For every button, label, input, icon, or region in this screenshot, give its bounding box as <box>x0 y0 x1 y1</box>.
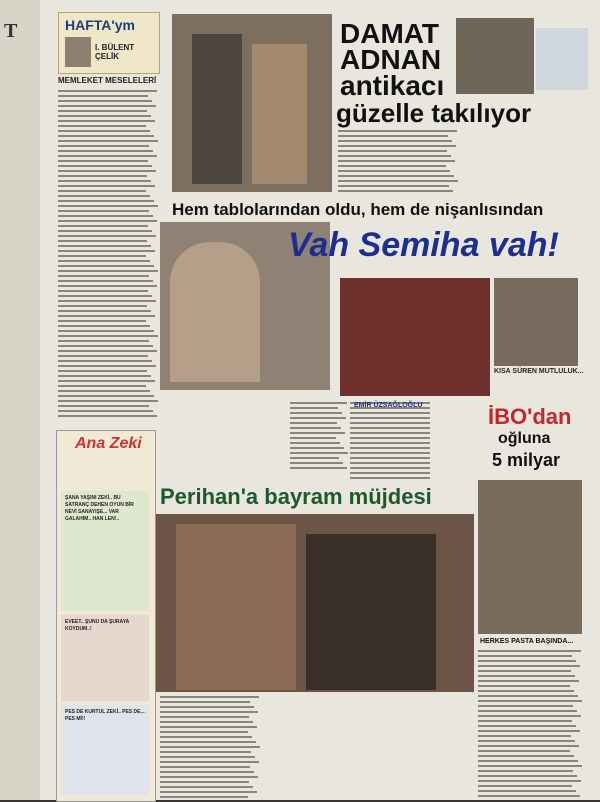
story1-photo <box>172 14 332 192</box>
text-line <box>478 660 576 662</box>
text-line <box>58 285 157 287</box>
text-line <box>350 422 430 424</box>
text-line <box>58 225 148 227</box>
story4-headline-b: oğluna <box>498 430 551 447</box>
text-line <box>160 726 257 728</box>
text-line <box>350 467 430 469</box>
text-line <box>58 205 158 207</box>
text-line <box>58 270 158 272</box>
cartoon-strip <box>56 430 156 802</box>
text-line <box>338 135 448 137</box>
story2-caption-title: KISA SÜREN MUTLULUK... <box>494 368 584 375</box>
text-line <box>338 140 452 142</box>
text-line <box>478 735 571 737</box>
text-line <box>350 452 430 454</box>
text-line <box>160 696 259 698</box>
text-line <box>338 175 454 177</box>
text-line <box>290 467 347 469</box>
text-line <box>58 265 154 267</box>
text-line <box>350 457 430 459</box>
text-line <box>58 395 154 397</box>
text-line <box>58 140 158 142</box>
text-line <box>58 310 151 312</box>
story1-headline-a: DAMAT <box>340 18 440 49</box>
text-line <box>478 670 571 672</box>
text-line <box>338 170 450 172</box>
text-line <box>290 452 348 454</box>
text-line <box>478 710 577 712</box>
text-line <box>478 705 573 707</box>
text-line <box>58 360 152 362</box>
story1-inset-photo <box>456 18 534 94</box>
text-line <box>160 751 251 753</box>
text-line <box>58 365 156 367</box>
text-line <box>58 255 146 257</box>
story2-kicker: Hem tablolarından oldu, hem de nişanlısından <box>172 200 544 219</box>
story2-figure-woman <box>170 242 260 382</box>
text-line <box>478 765 582 767</box>
text-line <box>58 305 147 307</box>
story4-body-text <box>478 648 586 798</box>
cartoon-title: Ana Zeki <box>75 435 142 452</box>
text-line <box>290 417 346 419</box>
cartoon-bubble-2: EVEET.. ŞUNU DA ŞURAYA KOYDUM..! <box>65 619 129 632</box>
text-line <box>160 741 256 743</box>
story3-headline: Perihan'a bayram müjdesi <box>160 484 432 509</box>
text-line <box>58 325 150 327</box>
text-line <box>58 375 151 377</box>
text-line <box>58 290 148 292</box>
text-line <box>58 380 155 382</box>
byline: EMİR ÜZSAĞLOĞLU <box>354 402 423 409</box>
text-line <box>478 665 580 667</box>
text-line <box>478 760 578 762</box>
text-line <box>160 736 252 738</box>
text-line <box>338 130 457 132</box>
text-line <box>350 427 430 429</box>
text-line <box>338 160 455 162</box>
story2-photo-group <box>340 278 490 396</box>
text-line <box>478 655 572 657</box>
text-line <box>160 791 257 793</box>
text-line <box>338 145 456 147</box>
story3-figure-woman <box>306 534 436 690</box>
text-line <box>58 260 150 262</box>
text-line <box>58 105 156 107</box>
text-line <box>58 230 152 232</box>
text-line <box>160 731 248 733</box>
text-line <box>290 442 340 444</box>
text-line <box>58 280 153 282</box>
text-line <box>290 402 347 404</box>
text-line <box>478 745 579 747</box>
text-line <box>290 432 345 434</box>
text-line <box>58 295 152 297</box>
text-line <box>58 390 150 392</box>
text-line <box>160 766 250 768</box>
text-line <box>478 650 581 652</box>
text-line <box>58 245 151 247</box>
text-line <box>350 442 430 444</box>
text-line <box>478 730 580 732</box>
text-line <box>58 220 157 222</box>
text-line <box>478 680 579 682</box>
text-line <box>58 235 156 237</box>
text-line <box>58 195 150 197</box>
text-line <box>478 750 570 752</box>
text-line <box>58 115 151 117</box>
text-line <box>58 100 152 102</box>
text-line <box>478 725 576 727</box>
text-line <box>290 447 344 449</box>
text-line <box>338 180 458 182</box>
story4-headline-c: 5 milyar <box>492 450 561 470</box>
text-line <box>58 120 155 122</box>
text-line <box>478 780 581 782</box>
story1-body-text <box>338 128 588 194</box>
text-line <box>478 675 575 677</box>
text-line <box>478 720 572 722</box>
text-line <box>478 795 580 797</box>
story1-figure-woman <box>252 44 307 184</box>
text-line <box>58 320 146 322</box>
text-line <box>58 215 153 217</box>
text-line <box>58 200 154 202</box>
text-line <box>350 472 430 474</box>
text-line <box>58 315 155 317</box>
story4-caption-title: HERKES PASTA BAŞINDA... <box>480 638 574 645</box>
text-line <box>478 740 575 742</box>
text-line <box>478 775 577 777</box>
text-line <box>58 95 148 97</box>
text-line <box>160 706 254 708</box>
text-line <box>478 690 574 692</box>
left-page-edge <box>0 0 40 800</box>
story1-inset-caption-box <box>536 28 588 90</box>
story2-body-text-b <box>350 400 430 480</box>
cartoon-panel-2 <box>61 615 149 701</box>
text-line <box>58 170 156 172</box>
text-line <box>478 715 581 717</box>
text-line <box>58 150 153 152</box>
text-line <box>160 711 258 713</box>
text-line <box>338 185 449 187</box>
column-header <box>58 12 160 74</box>
text-line <box>58 275 149 277</box>
text-line <box>290 462 343 464</box>
text-line <box>58 155 157 157</box>
text-line <box>58 130 150 132</box>
text-line <box>290 422 337 424</box>
story3-figure-man <box>176 524 296 690</box>
column-body-text <box>58 88 160 418</box>
text-line <box>58 190 146 192</box>
cartoon-panel-1 <box>61 491 149 611</box>
text-line <box>58 180 151 182</box>
text-line <box>478 685 570 687</box>
text-line <box>478 700 582 702</box>
text-line <box>58 405 149 407</box>
text-line <box>338 155 451 157</box>
text-line <box>160 771 254 773</box>
text-line <box>58 160 148 162</box>
story4-headline-a: İBO'dan <box>488 404 572 429</box>
text-line <box>350 462 430 464</box>
text-line <box>58 250 155 252</box>
text-line <box>58 385 146 387</box>
text-line <box>58 330 154 332</box>
text-line <box>160 716 249 718</box>
column-author: I. BÜLENT ÇELİK <box>95 43 135 61</box>
text-line <box>58 175 147 177</box>
text-line <box>350 412 430 414</box>
cartoon-bubble-1: ŞANA YAŞINI ZEKİ.. BU SATRANÇ DEHEN OYUN BİR NEVİ SANAYIŞE... VAR GALAHIM.. HAN LEN!.. <box>65 495 134 522</box>
text-line <box>290 437 336 439</box>
text-line <box>160 701 250 703</box>
story3-photo <box>156 514 474 692</box>
text-line <box>160 776 258 778</box>
cartoon-panel-3 <box>61 705 149 795</box>
left-page-letter: T <box>4 20 18 42</box>
text-line <box>160 721 253 723</box>
text-line <box>58 400 158 402</box>
text-line <box>160 796 248 798</box>
text-line <box>478 785 572 787</box>
text-line <box>478 790 576 792</box>
text-line <box>290 412 342 414</box>
text-line <box>58 185 155 187</box>
text-line <box>338 190 453 192</box>
text-line <box>58 300 156 302</box>
text-line <box>478 755 574 757</box>
text-line <box>290 407 338 409</box>
text-line <box>350 417 430 419</box>
column-badge: HAFTA'ym <box>65 17 135 33</box>
story1-headline-b: ADNAN <box>340 44 442 75</box>
text-line <box>58 415 157 417</box>
text-line <box>160 761 259 763</box>
text-line <box>350 447 430 449</box>
text-line <box>58 335 158 337</box>
story2-photo-couple <box>494 278 578 366</box>
text-line <box>58 340 149 342</box>
text-line <box>160 746 260 748</box>
text-line <box>290 457 339 459</box>
text-line <box>290 427 341 429</box>
text-line <box>350 437 430 439</box>
cartoon-bubble-3: PES DE KURTUL ZEKİ.. PES DE... PES Mİ!! <box>65 709 145 722</box>
text-line <box>350 477 430 479</box>
text-line <box>58 110 147 112</box>
text-line <box>58 165 152 167</box>
text-line <box>58 345 153 347</box>
story2-body-text-a <box>290 400 350 470</box>
story4-headline-box <box>478 404 586 478</box>
column-heading: MEMLEKET MESELELERİ <box>58 76 157 85</box>
story3-body-text <box>160 694 474 798</box>
text-line <box>160 756 255 758</box>
author-photo <box>65 37 91 67</box>
text-line <box>58 350 157 352</box>
text-line <box>160 781 249 783</box>
text-line <box>58 355 148 357</box>
story1-figure-man <box>192 34 242 184</box>
text-line <box>350 432 430 434</box>
text-line <box>58 145 149 147</box>
text-line <box>478 695 578 697</box>
story1-headline-c: antikacı <box>340 70 445 101</box>
text-line <box>160 786 253 788</box>
text-line <box>478 770 573 772</box>
text-line <box>58 240 147 242</box>
text-line <box>58 125 146 127</box>
text-line <box>58 90 157 92</box>
text-line <box>58 135 154 137</box>
text-line <box>338 150 447 152</box>
story1-headline-d: güzelle takılıyor <box>336 98 532 128</box>
story4-photo <box>478 480 582 634</box>
text-line <box>58 210 149 212</box>
text-line <box>58 370 147 372</box>
story2-headline: Vah Semiha vah! <box>288 226 559 264</box>
text-line <box>58 410 153 412</box>
text-line <box>338 165 446 167</box>
